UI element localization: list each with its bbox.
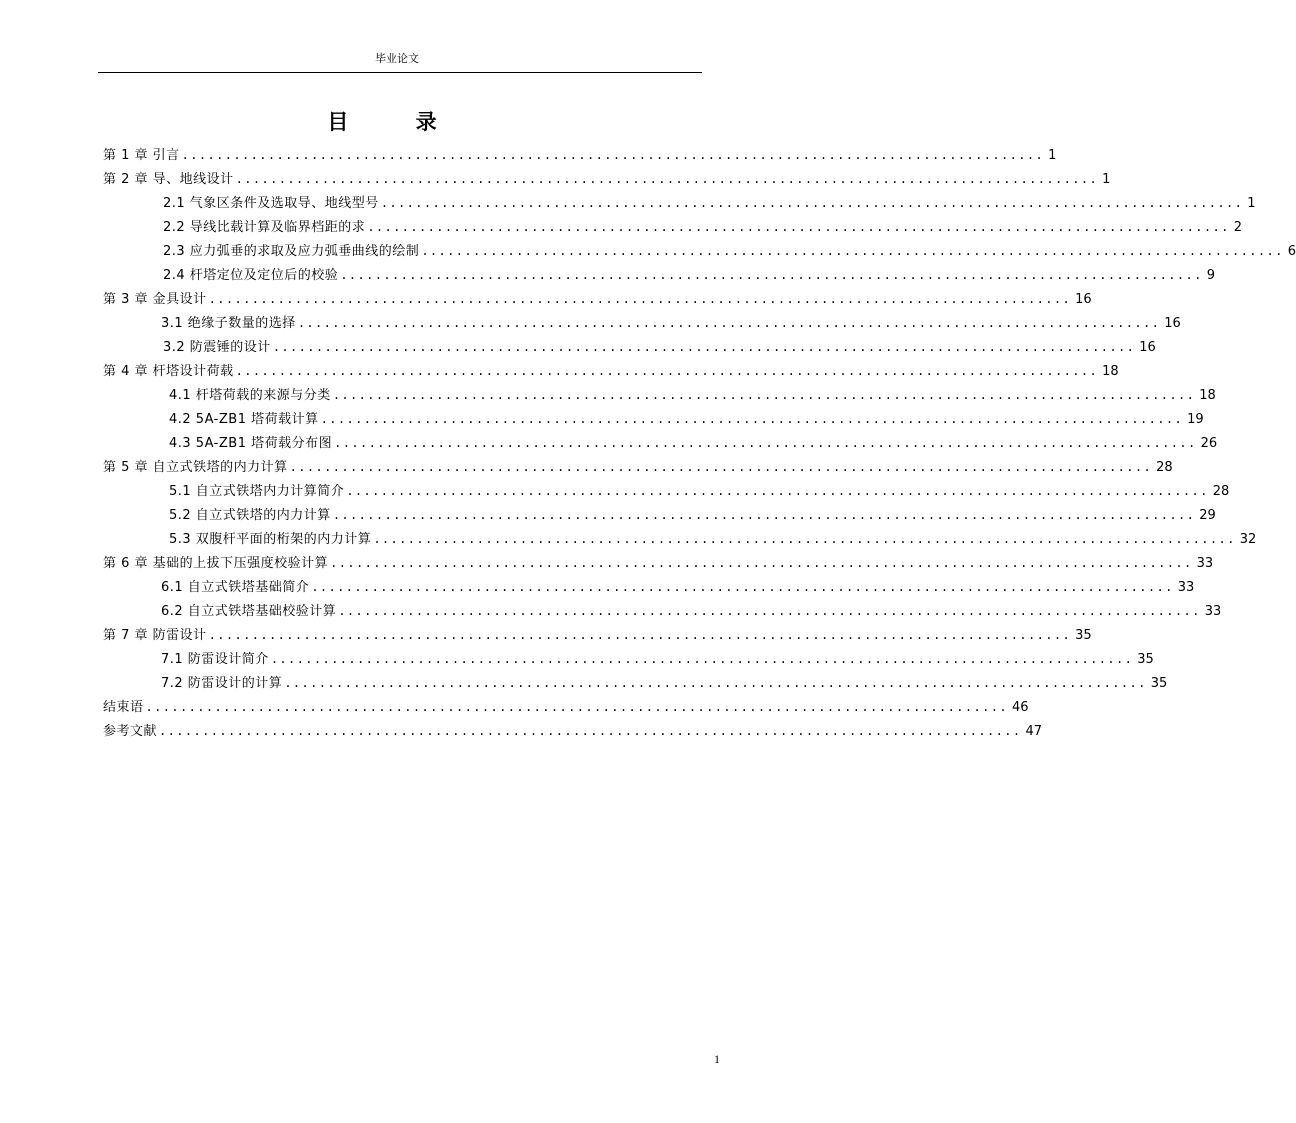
toc-entry[interactable] [169, 386, 1216, 404]
toc-leader-dots: .................................................................................................... [181, 148, 1045, 162]
toc-leader-dots: .................................................................................................... [380, 196, 1244, 210]
toc-entry-label: 2.1 气象区条件及选取导、地线型号 [163, 196, 379, 211]
toc-entry-label: 结束语 [103, 700, 144, 715]
toc-entry-page: 28 [1156, 460, 1173, 475]
toc-entry-label: 参考文献 [103, 724, 158, 739]
toc-entry-label: 第 1 章 引言 [103, 148, 180, 163]
toc-leader-dots: .................................................................................................... [330, 556, 1193, 570]
toc-leader-dots: .................................................................................................... [284, 676, 1147, 690]
toc-leader-dots: .................................................................................................... [208, 628, 1072, 642]
toc-leader-dots: .................................................................................................... [235, 364, 1099, 378]
toc-entry-label: 2.2 导线比载计算及临界档距的求 [163, 220, 366, 235]
toc-entry-page: 16 [1075, 292, 1092, 307]
toc-entry[interactable] [103, 458, 1173, 476]
toc-leader-dots: .................................................................................................... [332, 508, 1196, 522]
toc-entry-label: 4.3 5A-ZB1 塔荷载分布图 [169, 436, 333, 451]
toc-entry-label: 5.3 双腹杆平面的桁架的内力计算 [169, 532, 372, 547]
toc-entry-page: 18 [1199, 388, 1216, 403]
toc-leader-dots: .................................................................................................... [235, 172, 1099, 186]
toc-entry-page: 16 [1164, 316, 1181, 331]
toc-entry-label: 2.3 应力弧垂的求取及应力弧垂曲线的绘制 [163, 244, 420, 259]
toc-entry[interactable] [103, 626, 1092, 644]
toc-leader-dots: .................................................................................................... [145, 700, 1008, 714]
toc-leader-dots: .................................................................................................... [297, 316, 1161, 330]
toc-entry[interactable] [169, 482, 1230, 500]
toc-entry-label: 3.1 绝缘子数量的选择 [161, 316, 296, 331]
toc-leader-dots: .................................................................................................... [270, 652, 1134, 666]
toc-entry[interactable] [163, 242, 1296, 260]
toc-entry-page: 29 [1199, 508, 1216, 523]
toc-leader-dots: .................................................................................................... [159, 724, 1022, 738]
toc-leader-dots: .................................................................................................... [320, 412, 1184, 426]
toc-entry-page: 33 [1177, 580, 1195, 595]
toc-entry[interactable] [103, 146, 1057, 164]
toc-entry-page: 47 [1025, 724, 1043, 739]
toc-entry-page: 2 [1233, 220, 1243, 235]
toc-entry[interactable] [161, 602, 1222, 620]
toc-leader-dots: .................................................................................................... [373, 532, 1236, 546]
toc-leader-dots: .................................................................................................... [338, 604, 1201, 618]
toc-entry[interactable] [161, 578, 1195, 596]
toc-entry-page: 18 [1102, 364, 1119, 379]
toc-entry-page: 35 [1150, 676, 1168, 691]
page-number: 1 [714, 1052, 720, 1066]
toc-entry-page: 35 [1075, 628, 1092, 643]
toc-entry[interactable] [163, 266, 1216, 284]
toc-leader-dots: .................................................................................................... [332, 388, 1196, 402]
toc-entry-label: 4.1 杆塔荷载的来源与分类 [169, 388, 331, 403]
toc-entry-page: 32 [1239, 532, 1257, 547]
toc-entry[interactable] [169, 410, 1204, 428]
toc-leader-dots: .................................................................................................... [289, 460, 1153, 474]
toc-entry[interactable] [161, 314, 1181, 332]
toc-leader-dots: .................................................................................................... [367, 220, 1230, 234]
toc-entry-label: 第 4 章 杆塔设计荷载 [103, 364, 234, 379]
toc-entry-page: 9 [1206, 268, 1216, 283]
toc-leader-dots: .................................................................................................... [340, 268, 1203, 282]
toc-entry[interactable] [169, 434, 1218, 452]
toc-entry[interactable] [163, 338, 1156, 356]
toc-entry[interactable] [169, 506, 1216, 524]
toc-entry[interactable] [169, 530, 1257, 548]
toc-entry[interactable] [161, 650, 1154, 668]
toc-entry-page: 26 [1200, 436, 1218, 451]
toc-entry-page: 1 [1102, 172, 1111, 187]
toc-entry-page: 46 [1011, 700, 1029, 715]
toc-entry-label: 4.2 5A-ZB1 塔荷载计算 [169, 412, 319, 427]
toc-entry-label: 7.1 防雷设计简介 [161, 652, 269, 667]
toc-leader-dots: .................................................................................................... [311, 580, 1174, 594]
toc-entry-label: 第 2 章 导、地线设计 [103, 172, 234, 187]
toc-entry-page: 19 [1187, 412, 1204, 427]
toc-entry-page: 1 [1048, 148, 1057, 163]
toc-entry-label: 2.4 杆塔定位及定位后的校验 [163, 268, 339, 283]
toc-title: 目 录 [327, 110, 467, 134]
toc-entry-label: 第 5 章 自立式铁塔的内力计算 [103, 460, 288, 475]
toc-entry-label: 6.1 自立式铁塔基础简介 [161, 580, 310, 595]
toc-entry[interactable] [103, 290, 1092, 308]
toc-entry[interactable] [163, 194, 1256, 212]
toc-leader-dots: .................................................................................................... [272, 340, 1136, 354]
toc-entry[interactable] [163, 218, 1243, 236]
toc-entry-label: 5.2 自立式铁塔的内力计算 [169, 508, 331, 523]
toc-entry[interactable] [103, 698, 1029, 716]
toc-entry-label: 第 6 章 基础的上拔下压强度校验计算 [103, 556, 329, 571]
toc-entry-page: 1 [1247, 196, 1256, 211]
page-header: 毕业论文 [375, 52, 419, 65]
toc-entry-label: 5.1 自立式铁塔内力计算简介 [169, 484, 345, 499]
toc-entry-page: 28 [1212, 484, 1230, 499]
toc-entry-label: 3.2 防震锤的设计 [163, 340, 271, 355]
toc-entry-label: 第 7 章 防雷设计 [103, 628, 207, 643]
toc-entry-label: 7.2 防雷设计的计算 [161, 676, 283, 691]
toc-leader-dots: .................................................................................................... [421, 244, 1284, 258]
toc-entry-page: 33 [1204, 604, 1222, 619]
toc-entry-page: 33 [1196, 556, 1214, 571]
toc-leader-dots: .................................................................................................... [334, 436, 1197, 450]
toc-leader-dots: .................................................................................................... [346, 484, 1209, 498]
toc-entry-label: 第 3 章 金具设计 [103, 292, 207, 307]
toc-entry-page: 16 [1139, 340, 1156, 355]
toc-entry[interactable] [103, 722, 1043, 740]
toc-entry[interactable] [103, 170, 1111, 188]
toc-entry-page: 6 [1287, 244, 1296, 259]
toc-entry[interactable] [161, 674, 1168, 692]
toc-entry-label: 6.2 自立式铁塔基础校验计算 [161, 604, 337, 619]
toc-entry[interactable] [103, 362, 1119, 380]
toc-entry[interactable] [103, 554, 1214, 572]
toc-leader-dots: .................................................................................................... [208, 292, 1072, 306]
toc-entry-page: 35 [1137, 652, 1154, 667]
